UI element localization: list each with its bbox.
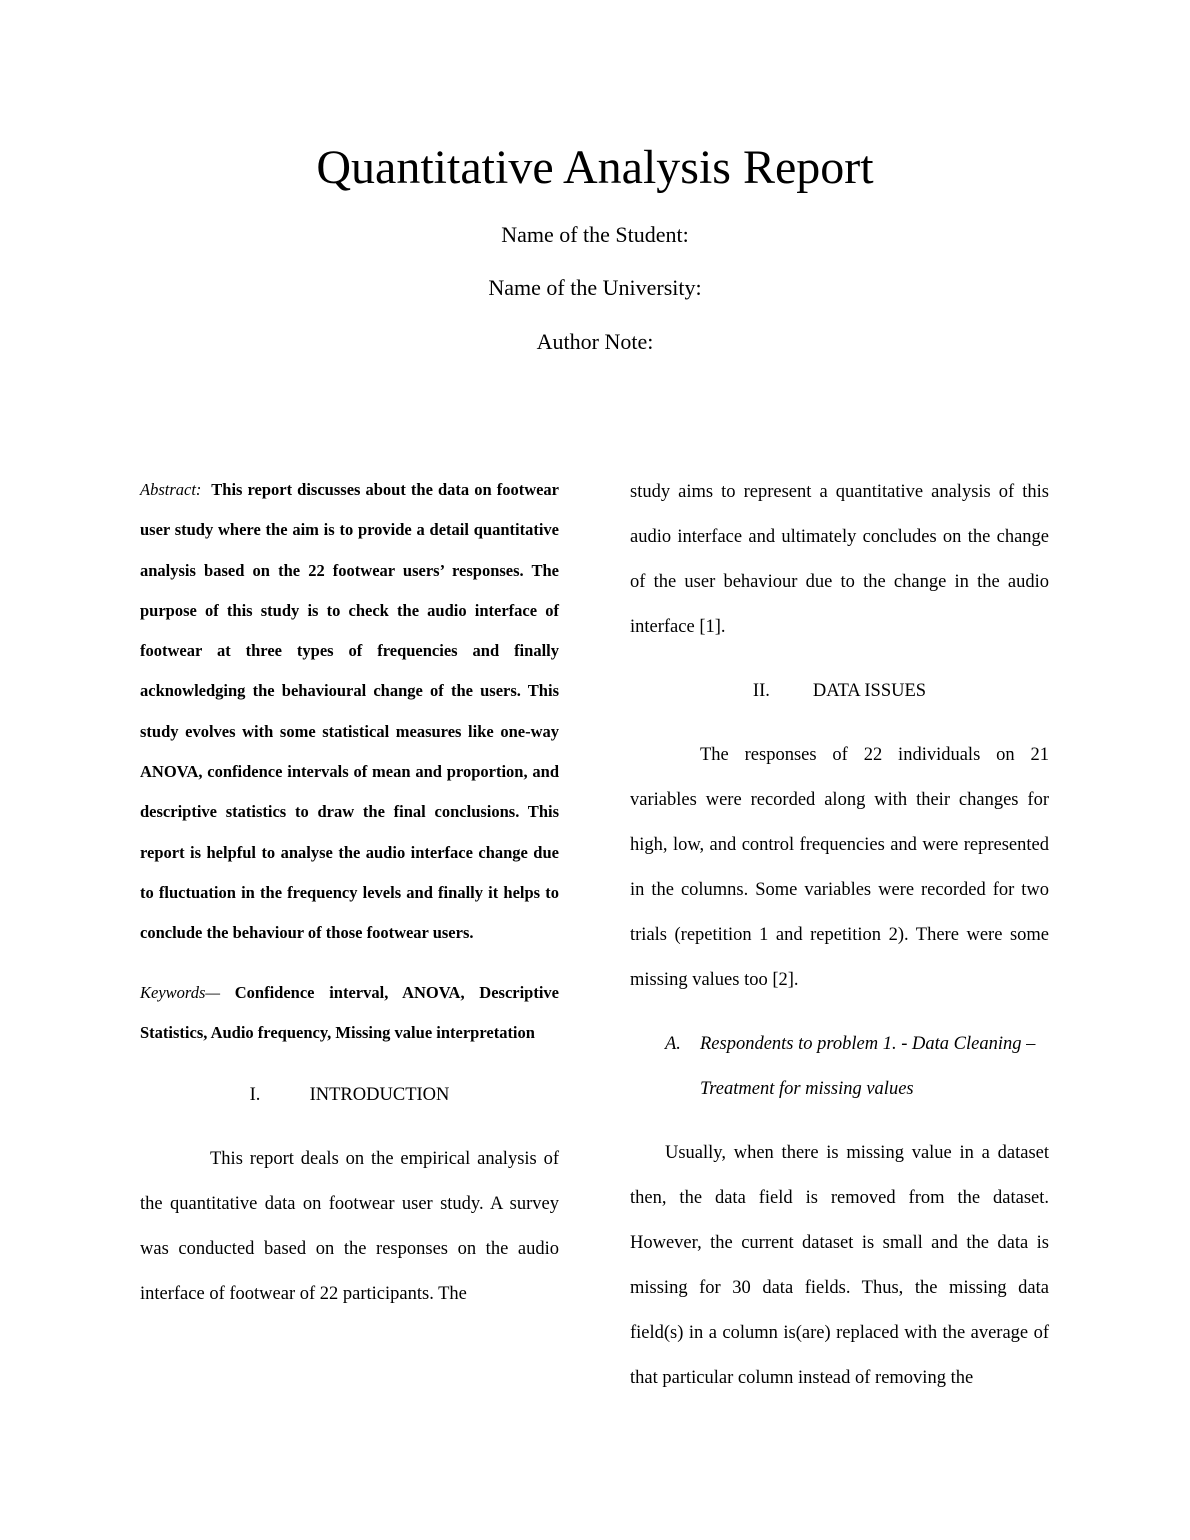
right-column: [630, 470, 1049, 1401]
section-number: II.: [752, 681, 770, 701]
subsection-letter: A.: [665, 1034, 681, 1054]
subsection-heading-a: [665, 1022, 1049, 1112]
data-issues-paragraph: The responses of 22 individuals on 21 variables were recorded along with their changes for high, low, and control frequencies and were represented in the columns. Some variables were recorded for two trials (repetition 1 and repetition 2). There were some missing values too [2].: [630, 745, 1049, 990]
keywords: [140, 973, 559, 1054]
section-heading-data-issues: [630, 669, 1049, 714]
left-column: [140, 470, 559, 1317]
introduction-paragraph-continued: study aims to represent a quantitative analysis of this audio interface and ultimately concludes on the change of the user behaviour due to the change in the audio interface [1].: [630, 482, 1049, 637]
abstract-lead: Abstract:: [140, 480, 202, 499]
subsection-title: Respondents to problem 1. - Data Cleaning – Treatment for missing values: [700, 1034, 1036, 1099]
data-cleaning-paragraph: Usually, when there is missing value in a dataset then, the data field is removed from the dataset. However, the current dataset is small and the data is missing for 30 data fields. Thus, the missing data field(s) in a column is(are) replaced with the average of that particular column instead of removing the: [630, 1143, 1049, 1388]
author-note-line: Author Note:: [536, 329, 654, 354]
paper-title: Quantitative Analysis Report: [316, 141, 874, 194]
student-name-line: Name of the Student:: [501, 222, 689, 247]
section-number: I.: [249, 1085, 261, 1106]
section-heading-introduction: [140, 1073, 559, 1118]
section-title: DATA ISSUES: [812, 681, 927, 701]
abstract: [140, 470, 559, 954]
keywords-text: Confidence interval, ANOVA, Descriptive Statistics, Audio frequency, Missing value interpretation: [140, 982, 560, 1042]
university-name-line: Name of the University:: [488, 275, 702, 300]
introduction-paragraph: This report deals on the empirical analysis of the quantitative data on footwear user study. A survey was conducted based on the responses on the audio interface of footwear of 22 participants. The: [140, 1149, 559, 1305]
section-title: INTRODUCTION: [309, 1085, 450, 1106]
keywords-lead: Keywords—: [140, 982, 221, 1002]
abstract-text: This report discusses about the data on footwear user study where the aim is to provide a detail quantitative analysis based on the 22 footwear users’ responses. The purpose of this study is to check the audio interface of footwear at three types of frequencies and finally acknowledging the behavioural change of the users. This study evolves with some statistical measures like one-way ANOVA, confidence intervals of mean and proportion, and descriptive statistics to draw the final conclusions. This report is helpful to analyse the audio interface change due to fluctuation in the frequency levels and finally it helps to conclude the behaviour of those footwear users.: [140, 480, 560, 943]
